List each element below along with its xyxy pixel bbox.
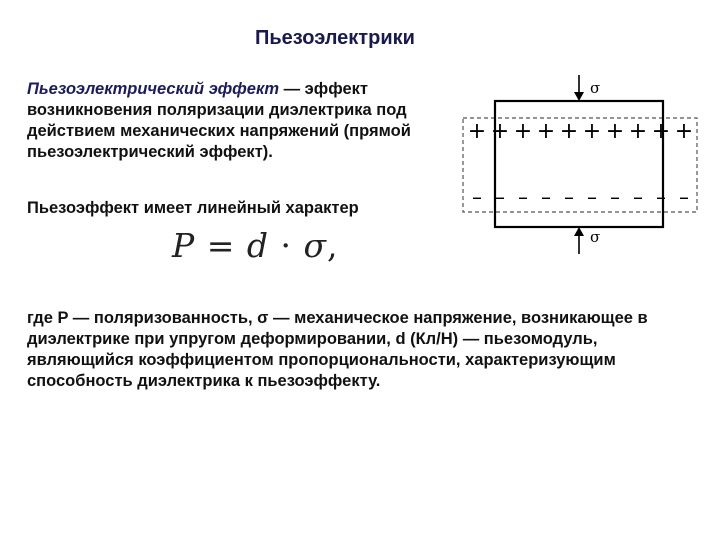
minus-charge: – xyxy=(587,185,597,209)
minus-charge: – xyxy=(541,185,551,209)
minus-charge: – xyxy=(679,185,689,209)
formula xyxy=(172,226,339,265)
minus-charge: – xyxy=(472,185,482,209)
sigma-top-label: σ xyxy=(590,79,601,97)
plus-charge: + xyxy=(559,119,579,144)
plus-charge: + xyxy=(513,119,533,144)
bottom-arrowhead-icon xyxy=(574,227,584,236)
plus-charge: + xyxy=(490,119,510,144)
explanation-paragraph: где P — поляризованность, σ — механическое напряжение, возникающее в диэлектрике при упругом деформировании, d (Кл/Н) — пьезомодуль, являющийся коэффициентом пропорциональности, характеризующим способность диэлектрика к пьезоэффекту. xyxy=(27,309,648,390)
piezo-diagram xyxy=(455,70,705,260)
formula-comma: , xyxy=(327,226,339,265)
plus-charge: + xyxy=(536,119,556,144)
linear-note: Пьезоэффект имеет линейный характер xyxy=(27,199,359,217)
formula-dot: · xyxy=(268,226,304,265)
formula-p: P xyxy=(172,226,196,265)
plus-charge: + xyxy=(605,119,625,144)
minus-charge: – xyxy=(610,185,620,209)
minus-charge: – xyxy=(495,185,505,209)
definition-paragraph xyxy=(27,79,457,163)
minus-charge: – xyxy=(656,185,666,209)
formula-equals: = xyxy=(195,226,247,265)
top-arrowhead-icon xyxy=(574,92,584,101)
plus-charge: + xyxy=(674,119,694,144)
formula-sigma: σ xyxy=(303,226,327,265)
plus-charge: + xyxy=(467,119,487,144)
minus-charge: – xyxy=(633,185,643,209)
formula-d: d xyxy=(246,226,269,265)
plus-charges-row xyxy=(468,119,693,144)
plus-charge: + xyxy=(628,119,648,144)
definition-body: — эффект возникновения поляризации диэлектрика под действием механических напряжений (прямой пьезоэлектрический эффект). xyxy=(27,80,411,161)
sigma-bottom-label: σ xyxy=(590,228,601,246)
minus-charge: – xyxy=(518,185,528,209)
minus-charges-row xyxy=(472,185,689,209)
plus-charge: + xyxy=(582,119,602,144)
plus-charge: + xyxy=(651,119,671,144)
definition-term: Пьезоэлектрический эффект xyxy=(27,80,279,98)
minus-charge: – xyxy=(564,185,574,209)
page-title: Пьезоэлектрики xyxy=(255,27,415,49)
